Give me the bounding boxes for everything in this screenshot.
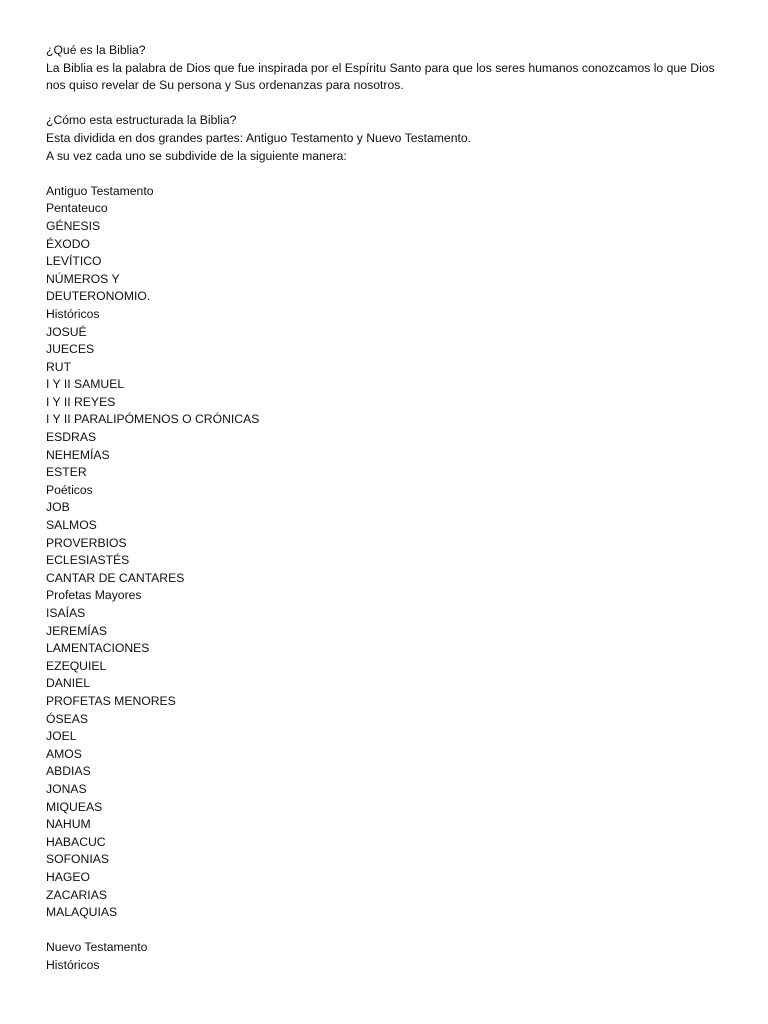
list-item: JONAS	[46, 781, 87, 796]
blank-line	[46, 922, 736, 940]
list-item: MALAQUIAS	[46, 905, 118, 920]
list-item: HAGEO	[46, 869, 91, 884]
answer-structure-line-2: A su vez cada uno se subdivide de la siguiente manera:	[46, 148, 347, 163]
list-item: ÉXODO	[46, 236, 91, 251]
list-item: NÚMEROS Y	[46, 271, 120, 286]
list-item: ISAÍAS	[46, 606, 86, 620]
list-item: MIQUEAS	[46, 799, 103, 814]
list-item: I Y II SAMUEL	[46, 377, 125, 392]
list-item: ESTER	[46, 465, 87, 480]
list-item: GÉNESIS	[46, 218, 101, 233]
list-item: I Y II PARALIPÓMENOS O CRÓNICAS	[46, 412, 260, 427]
list-item: JEREMÍAS	[46, 623, 107, 638]
answer-what-is-bible: La Biblia es la palabra de Dios que fue inspirada por el Espíritu Santo para que los seres humanos conozcamos lo que Dios nos quiso revelar de Su persona y Sus ordenanzas para nosotros.	[46, 60, 715, 93]
list-item: I Y II REYES	[46, 394, 116, 409]
list-item: Profetas Mayores	[46, 588, 142, 603]
blank-line	[46, 95, 736, 113]
list-item: PROVERBIOS	[46, 535, 127, 550]
list-item: ÓSEAS	[46, 711, 88, 726]
question-what-is-bible: ¿Qué es la Biblia?	[46, 43, 146, 57]
list-item: Pentateuco	[46, 201, 108, 216]
list-item: Poéticos	[46, 482, 93, 497]
list-item: JUECES	[46, 342, 95, 357]
list-item: PROFETAS MENORES	[46, 693, 176, 708]
old-testament-heading: Antiguo Testamento	[46, 183, 154, 198]
question-bible-structure: ¿Cómo esta estructurada la Biblia?	[46, 113, 237, 128]
list-item: CANTAR DE CANTARES	[46, 570, 185, 585]
list-item: NEHEMÍAS	[46, 447, 110, 462]
list-item: SOFONIAS	[46, 852, 109, 867]
old-testament-list	[46, 200, 736, 921]
list-item: ECLESIASTÉS	[46, 553, 130, 568]
answer-structure-line-1: Esta dividida en dos grandes partes: Antiguo Testamento y Nuevo Testamento.	[46, 130, 472, 145]
list-item: DANIEL	[46, 676, 91, 691]
blank-line	[46, 165, 736, 183]
list-item: LAMENTACIONES	[46, 641, 150, 656]
list-item: HABACUC	[46, 834, 106, 849]
list-item: JOB	[46, 500, 70, 515]
list-item: ZACARIAS	[46, 887, 107, 902]
list-item: NAHUM	[46, 817, 91, 832]
new-testament-heading: Nuevo Testamento	[46, 940, 148, 955]
list-item: Históricos	[46, 957, 100, 972]
list-item: ABDIAS	[46, 764, 91, 779]
list-item: AMOS	[46, 746, 82, 761]
list-item: ESDRAS	[46, 430, 97, 445]
list-item: RUT	[46, 359, 72, 374]
list-item: JOSUÉ	[46, 324, 87, 339]
list-item: EZEQUIEL	[46, 658, 107, 673]
new-testament-list	[46, 957, 736, 975]
list-item: JOEL	[46, 729, 77, 744]
list-item: DEUTERONOMIO.	[46, 289, 151, 304]
list-item: SALMOS	[46, 518, 97, 533]
list-item: LEVÍTICO	[46, 254, 102, 269]
list-item: Históricos	[46, 306, 100, 321]
document-page	[46, 42, 736, 974]
